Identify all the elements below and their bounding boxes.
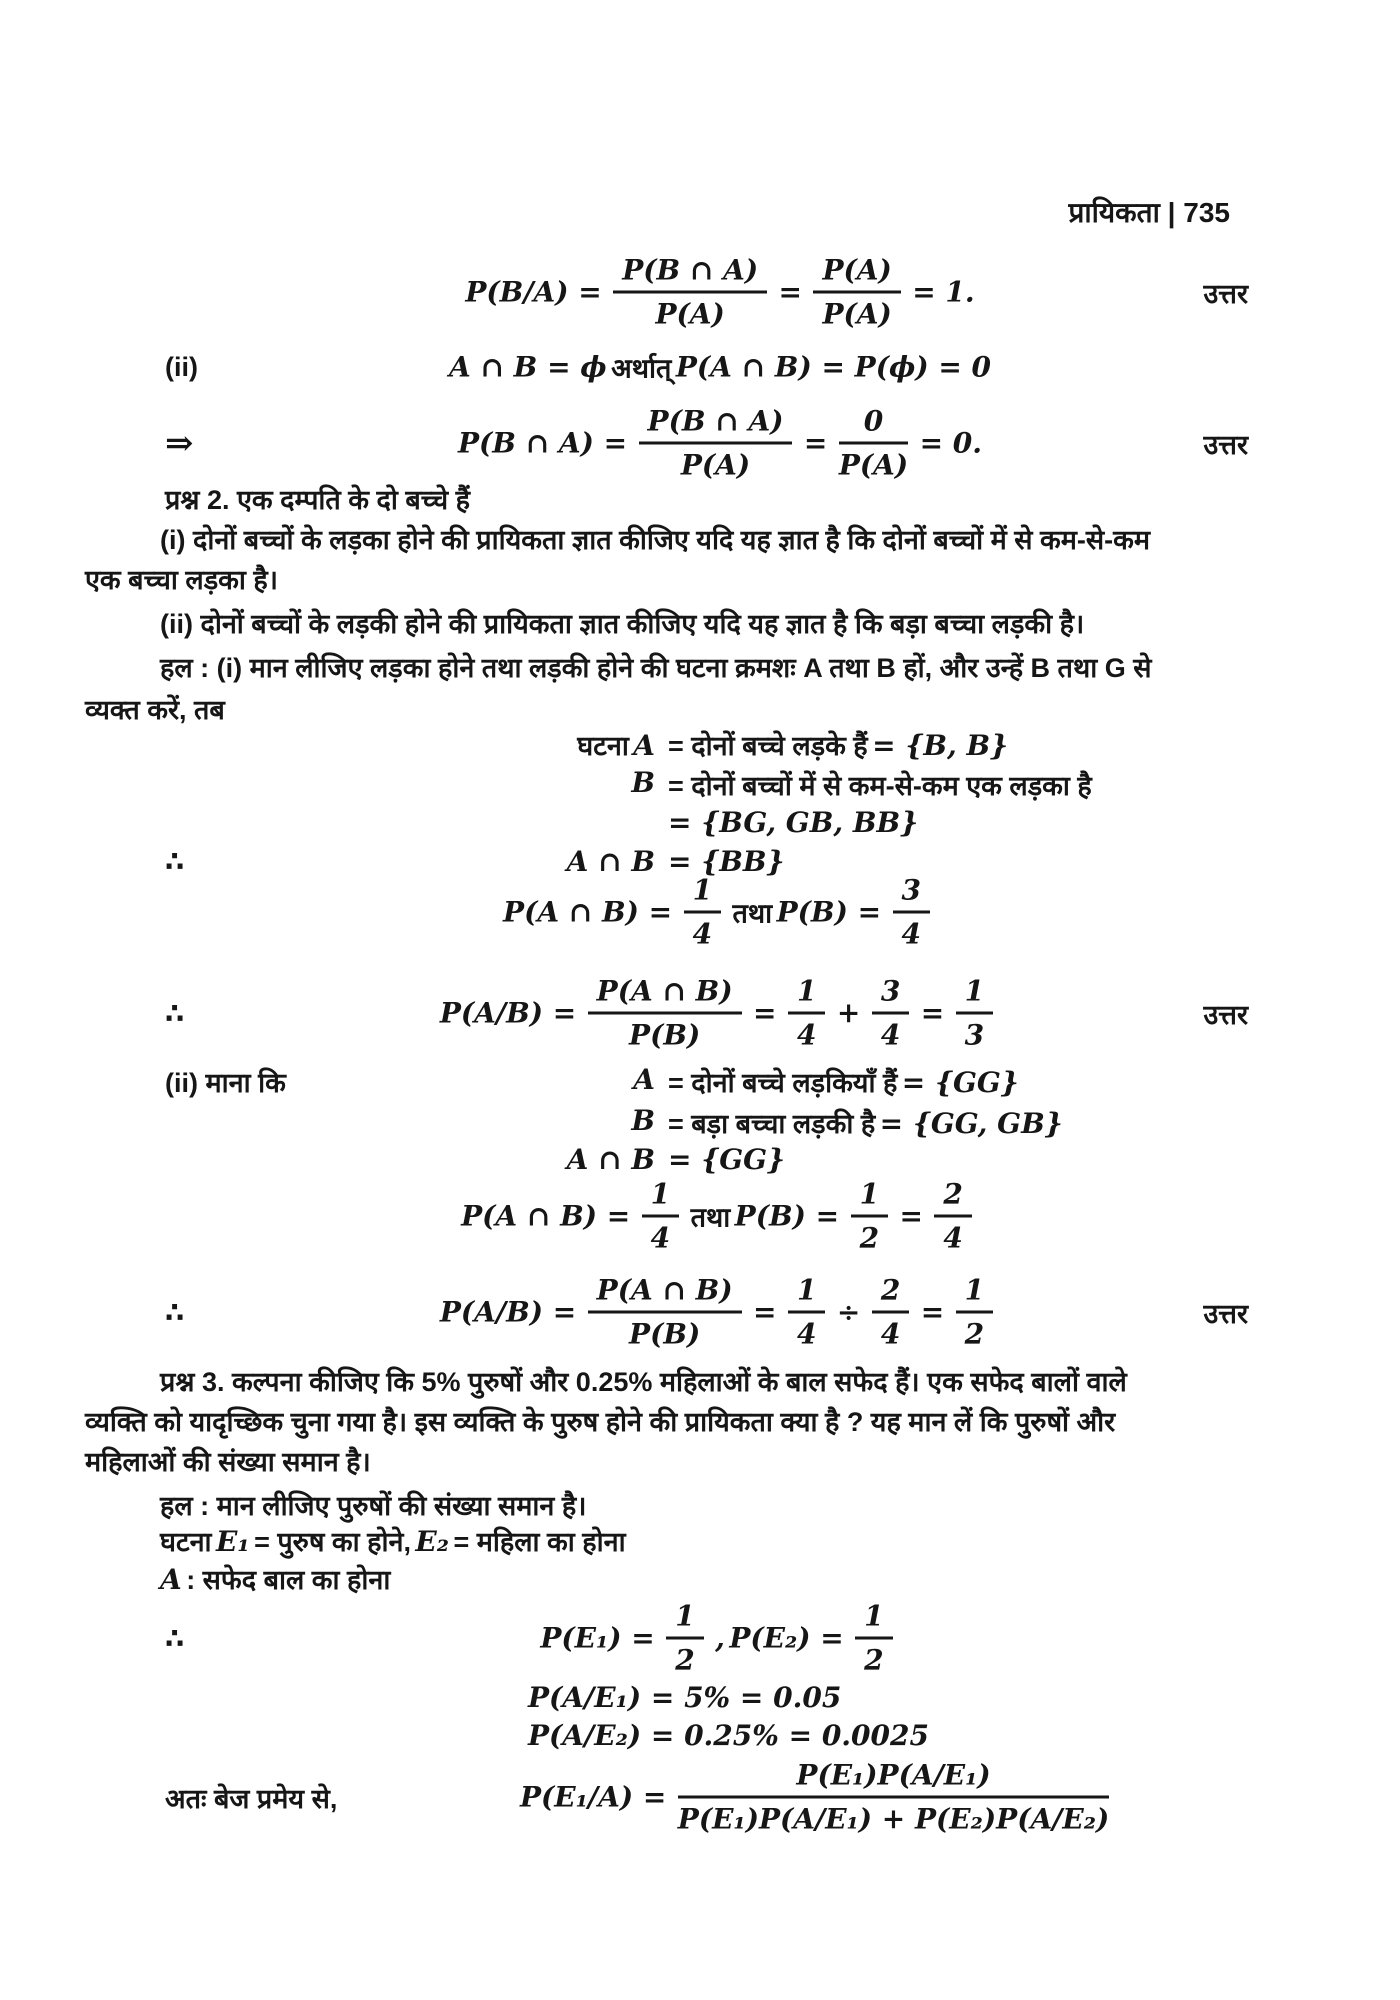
eq20-lhs: P(E₁/A) = [520, 1780, 667, 1814]
eq3-frac2-num: 0 [839, 405, 908, 445]
eq9-frac3-num: 1 [956, 975, 993, 1015]
therefore-symbol-1: ∴ [165, 845, 185, 878]
eq9-frac3-den: 3 [964, 1018, 985, 1052]
equation-bayes-row [0, 1759, 1400, 1836]
question-2-part-i-line2-text: एक बच्चा लड़का है। [85, 565, 278, 595]
eq9-main-num: P(A ∩ B) [588, 975, 742, 1015]
eq14-frac2 [872, 1274, 909, 1351]
eq3-frac1 [639, 405, 793, 482]
eq9-frac2-num: 3 [872, 975, 909, 1015]
eq1-lhs: P(B/A) = [465, 275, 602, 309]
eq13-pb: P(B) = [734, 1199, 840, 1233]
eq20-den: P(E₁)P(A/E₁) + P(E₂)P(A/E₂) [677, 1802, 1110, 1836]
equation-pbna-row [0, 405, 1400, 482]
eq13-frac1 [642, 1178, 679, 1255]
eq17-frac2-den: 2 [864, 1643, 884, 1677]
question-2-heading-text: प्रश्न 2. एक दम्पति के दो बच्चे हैं [165, 485, 470, 515]
eq14-main-frac [588, 1274, 742, 1351]
equation-pbna [280, 405, 1160, 482]
mana-ki-label: (ii) माना कि [165, 1068, 286, 1098]
event-b2-desc: = बड़ा बच्चा लड़की है [668, 1109, 876, 1139]
intersection-lhs-1: A ∩ B [566, 845, 655, 878]
eq9-frac1-den: 4 [796, 1018, 817, 1052]
eq8-lhs: P(A ∩ B) = [503, 895, 673, 929]
eq14-frac1-den: 4 [796, 1317, 817, 1351]
equation-pab-2 [0, 1274, 1400, 1351]
equation-pba-row [0, 254, 1400, 331]
eq8-frac2-den: 4 [901, 917, 921, 951]
eq13-frac3-num: 2 [934, 1178, 971, 1218]
event-a-set: = {B, B} [872, 729, 1009, 762]
answer-label-1: उत्तर [1203, 278, 1248, 309]
event-word: घटना [577, 731, 629, 761]
case-ii-label: (ii) [165, 351, 198, 382]
answer-label-4: उत्तर [1203, 1298, 1248, 1329]
intersection-lhs-2: A ∩ B [566, 1143, 655, 1176]
equation-pe-values [0, 1600, 1400, 1677]
eq9-eq2: = [920, 996, 945, 1030]
event-a-symbol: A [633, 729, 655, 762]
eq2-arthat: अर्थात् [611, 353, 672, 384]
eq9-frac1 [788, 975, 825, 1052]
question-2-part-ii [160, 604, 1084, 641]
eq14-frac3-den: 2 [964, 1317, 985, 1351]
intersection-set-1: = {BB} [668, 845, 785, 878]
eq8-frac1 [684, 874, 721, 951]
eq1-frac2 [813, 254, 900, 331]
eq14-frac1-num: 1 [788, 1274, 825, 1314]
equation-pae2-text: P(A/E₂) = 0.25% = 0.0025 [528, 1719, 929, 1752]
question-2-heading [165, 480, 470, 517]
eq9-main-frac [588, 975, 742, 1052]
question-2-part-i-line1-text: (i) दोनों बच्चों के लड़का होने की प्रायिकता ज्ञात कीजिए यदि यह ज्ञात है कि दोनों बच्चों में से कम-से-कम [160, 525, 1150, 555]
therefore-symbol-4: ∴ [165, 1621, 185, 1655]
equation-pae1 [528, 1681, 841, 1714]
eq8-frac1-num: 1 [684, 874, 721, 914]
eq14-eq2: = [920, 1295, 945, 1329]
eq13-frac2-den: 2 [859, 1221, 880, 1255]
question-2-part-i-line1 [160, 520, 1150, 557]
eq9-frac2-den: 4 [880, 1018, 901, 1052]
eq3-eq: = [803, 426, 828, 460]
eq14-main-den: P(B) [629, 1317, 701, 1351]
eq13-frac3 [934, 1178, 971, 1255]
eq1-frac1 [613, 254, 767, 331]
eq17-frac2-num: 1 [855, 1600, 892, 1640]
eq14-main-num: P(A ∩ B) [588, 1274, 742, 1314]
bayes-label: अतः बेज प्रमेय से, [165, 1783, 338, 1814]
eq3-frac1-den: P(A) [680, 448, 751, 482]
event-e1-desc: = पुरुष का होने, [254, 1527, 411, 1557]
solution-2-intro-line1 [160, 648, 1151, 685]
question-3-line2 [85, 1402, 1115, 1439]
eq13-frac1-den: 4 [650, 1221, 671, 1255]
solution-3-intro [160, 1486, 586, 1523]
page-title: प्रायिकता | 735 [1068, 197, 1230, 228]
eq1-frac1-den: P(A) [655, 297, 725, 331]
event-e-definitions [160, 1522, 626, 1559]
question-3-line3 [85, 1442, 371, 1479]
event-b-symbol: B [631, 766, 655, 799]
equation-pae1-text: P(A/E₁) = 5% = 0.05 [528, 1681, 842, 1714]
eq14-frac3-num: 1 [956, 1274, 993, 1314]
answer-label-2: उत्तर [1203, 429, 1248, 460]
eq9-lhs: P(A/B) = [439, 996, 577, 1030]
event-a-desc: = दोनों बच्चे लड़के हैं [668, 731, 868, 761]
eq3-lhs: P(B ∩ A) = [457, 426, 628, 460]
eq17-pe1: P(E₁) = [540, 1621, 655, 1655]
eq1-result: = 1. [912, 275, 975, 309]
eq9-eq1: = [753, 996, 777, 1030]
intersection-set-2: = {GG} [668, 1143, 786, 1176]
eq8-tatha: तथा [732, 898, 773, 929]
event-b-desc: = दोनों बच्चों में से कम-से-कम एक लड़का है [668, 771, 1092, 801]
question-2-part-ii-text: (ii) दोनों बच्चों के लड़की होने की प्रायिकता ज्ञात कीजिए यदि यह ज्ञात है कि बड़ा बच्चा लड़की है। [160, 609, 1085, 639]
event-e1-symbol: E₁ [216, 1525, 250, 1558]
eq14-frac3 [956, 1274, 993, 1351]
eq2-rhs: P(A ∩ B) = P(ϕ) = 0 [675, 350, 992, 384]
eq9-operator: + [836, 996, 861, 1030]
eq1-frac2-den: P(A) [822, 297, 892, 331]
question-3-line2-text: व्यक्ति को यादृच्छिक चुना गया है। इस व्यक्ति के पुरुष होने की प्रायिकता क्या है ? यह मान लें कि पुरुषों और [85, 1407, 1116, 1437]
question-3-line1 [160, 1362, 1127, 1399]
equation-bayes [520, 1759, 1400, 1836]
eq8-pb: P(B) = [776, 895, 882, 929]
eq3-frac2-den: P(A) [838, 448, 909, 482]
page-header [1068, 193, 1230, 231]
answer-label-3: उत्तर [1203, 999, 1248, 1030]
event-a3-desc: : सफेद बाल का होना [186, 1565, 391, 1595]
eq3-frac2 [839, 405, 908, 482]
equation-prob-values-2 [0, 1178, 1400, 1255]
therefore-symbol-3: ∴ [165, 1295, 185, 1329]
eq17-comma: , [715, 1621, 725, 1655]
eq20-frac [678, 1759, 1109, 1836]
solution-2-intro-line2-text: व्यक्त करें, तब [85, 695, 225, 725]
eq14-lhs: P(A/B) = [439, 1295, 577, 1329]
eq13-eq2: = [899, 1199, 923, 1233]
solution-2-intro-line1-text: हल : (i) मान लीजिए लड़का होने तथा लड़की होने की घटना क्रमशः A तथा B हों, और उन्हें B तथा G से [160, 653, 1152, 683]
eq9-frac3 [956, 975, 993, 1052]
eq14-frac2-den: 4 [880, 1317, 901, 1351]
eq14-frac1 [788, 1274, 825, 1351]
equation-pba [280, 254, 1160, 331]
eq13-frac3-den: 4 [943, 1221, 963, 1255]
eq14-frac2-num: 2 [872, 1274, 909, 1314]
eq17-frac1 [666, 1600, 703, 1677]
eq3-frac1-num: P(B ∩ A) [639, 405, 793, 445]
eq13-frac2-num: 1 [851, 1178, 888, 1218]
eq8-frac1-den: 4 [692, 917, 713, 951]
question-2-part-i-line2 [85, 560, 278, 597]
eq13-frac2 [851, 1178, 888, 1255]
implies-symbol: ⇒ [165, 423, 194, 463]
eq17-pe2: P(E₂) = [729, 1621, 844, 1655]
eq14-eq1: = [753, 1295, 777, 1329]
eq8-frac2 [893, 874, 930, 951]
solution-2-intro-line2 [85, 690, 225, 727]
event-e2-symbol: E₂ [415, 1525, 450, 1558]
event-e2-desc: = महिला का होना [453, 1527, 626, 1557]
event-word-2: घटना [160, 1527, 212, 1557]
question-3-line1-text: प्रश्न 3. कल्पना कीजिए कि 5% पुरुषों और 0.25% महिलाओं के बाल सफेद हैं। एक सफेद बालों वाले [160, 1367, 1127, 1397]
equation-prob-values-1 [0, 874, 1400, 951]
eq2-lhs: A ∩ B = ϕ [448, 350, 607, 384]
event-a2-desc: = दोनों बच्चे लड़कियाँ हैं [668, 1068, 898, 1098]
question-3-line3-text: महिलाओं की संख्या समान है। [85, 1447, 371, 1477]
equation-phi-row [0, 349, 1400, 386]
therefore-symbol-2: ∴ [165, 996, 185, 1030]
eq14-operator: ÷ [836, 1295, 861, 1329]
eq9-frac2 [872, 975, 909, 1052]
equation-pab-1 [0, 975, 1400, 1052]
eq13-lhs: P(A ∩ B) = [461, 1199, 631, 1233]
eq9-main-den: P(B) [629, 1018, 701, 1052]
eq1-eq: = [778, 275, 803, 309]
eq1-frac2-num: P(A) [813, 254, 900, 294]
event-a2-symbol: A [633, 1063, 655, 1096]
event-b2-symbol: B [631, 1104, 655, 1137]
event-a2-set: = {GG} [901, 1066, 1019, 1099]
event-b-set: = {BG, GB, BB} [668, 806, 919, 839]
eq17-frac2 [855, 1600, 892, 1677]
eq17-frac1-den: 2 [675, 1643, 695, 1677]
eq3-result: = 0. [919, 426, 983, 460]
event-a3-symbol: A [160, 1563, 182, 1596]
eq1-frac1-num: P(B ∩ A) [613, 254, 767, 294]
eq13-frac1-num: 1 [642, 1178, 679, 1218]
event-b2-set: = {GG, GB} [879, 1107, 1063, 1140]
equation-phi [280, 349, 1160, 386]
eq9-frac1-num: 1 [788, 975, 825, 1015]
event-a3-definition [160, 1560, 390, 1597]
eq8-frac2-num: 3 [893, 874, 930, 914]
eq17-frac1-num: 1 [666, 1600, 703, 1640]
eq13-tatha: तथा [690, 1202, 731, 1233]
solution-3-intro-text: हल : मान लीजिए पुरुषों की संख्या समान है। [160, 1491, 587, 1521]
eq20-num: P(E₁)P(A/E₁) [678, 1759, 1109, 1799]
equation-pae2 [528, 1719, 929, 1752]
